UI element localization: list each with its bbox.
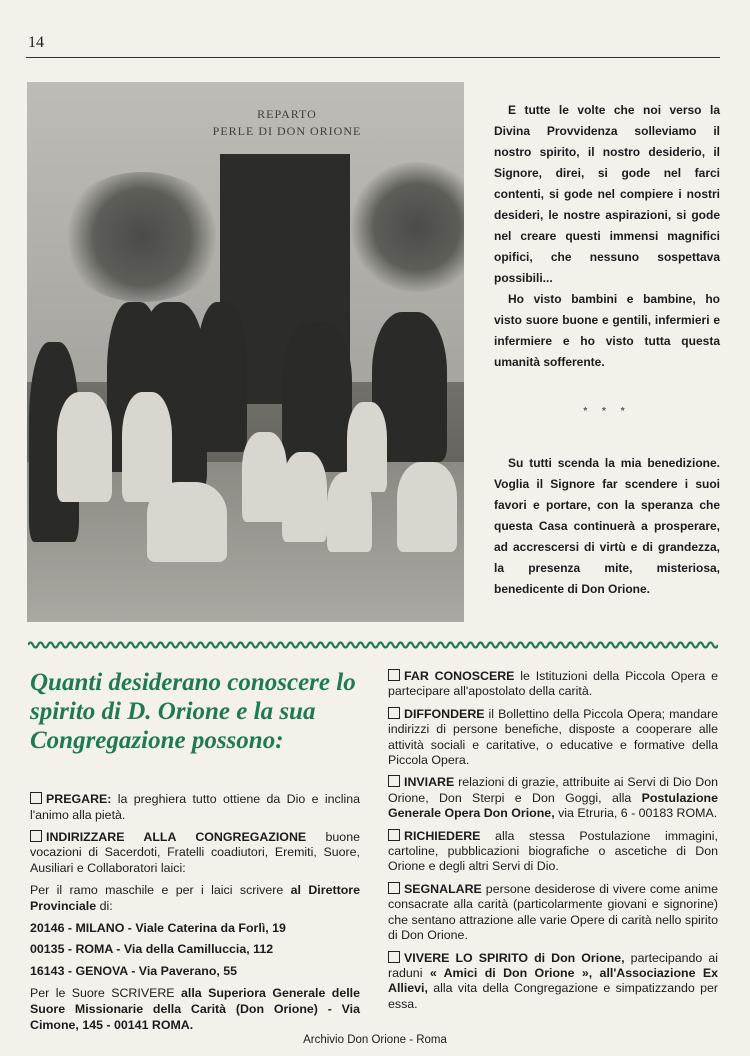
palm-left — [57, 172, 227, 302]
diff-keyword: DIFFONDERE — [404, 706, 485, 721]
checkbox-icon — [30, 830, 42, 842]
ramo-text: Per il ramo maschile e per i laici scrivere — [30, 882, 291, 897]
wavy-divider — [28, 640, 718, 650]
item-segnalare — [388, 882, 718, 944]
section-heading: Quanti desiderano conoscere lo spirito di D. Orione e la sua Congregazione possono: — [30, 669, 356, 754]
viv-end: alla vita della Congregazione e simpatizzando per essa. — [388, 981, 718, 1011]
inv-keyword-2: Postulazione Generale Opera Don Orione, — [388, 790, 718, 821]
pregare-text: la preghiera tutto ottiene da Dio e inclina l'animo alla pietà. — [30, 792, 360, 822]
suore-keyword: alla Superiora Generale delle Suore Missionarie della Carità (Don Orione) - Via Cimone, 145 - 00141 ROMA. — [30, 985, 360, 1032]
checkbox-icon — [30, 792, 42, 804]
indirizzare-text: buone vocazioni di Sacerdoti, Fratelli coadiutori, Eremiti, Suore, Ausiliari e Collaboratori laici: — [30, 829, 360, 876]
address-roma: 00135 - ROMA - Via della Camilluccia, 112 — [30, 942, 274, 957]
inv-text: relazioni di grazie, attribuite ai Servi di Dio Don Orione, Don Sterpi e Don Goggi, alla — [388, 775, 718, 805]
checkbox-icon — [388, 669, 400, 681]
ramo-keyword: al Direttore Provinciale — [30, 882, 360, 913]
seg-keyword: SEGNALARE — [404, 881, 482, 896]
item-richiedere — [388, 829, 718, 875]
quote-paragraph-1: E tutte le volte che noi verso la Divina Provvidenza solleviamo il nostro spirito, il nostro desiderio, il Signore, direi, si gode nel farci contenti, si gode nel compiere i nostri desideri, le nostre aspirazioni, si gode nel creare questi immensi magnifici opifici, che nessuno sospettava possibili... — [494, 103, 720, 285]
quote-text — [494, 100, 720, 600]
item-diffondere — [388, 707, 718, 769]
ric-text: alla stessa Postulazione immagini, cartoline, pubblicazioni biografiche o ascetiche di Don Orione e degli altri Servi di Dio. — [388, 828, 718, 874]
right-column — [388, 669, 718, 1019]
ramo-maschile — [30, 883, 360, 915]
photo-sign-line1: REPARTO — [257, 107, 317, 121]
left-column — [30, 792, 360, 1039]
top-rule — [26, 57, 720, 58]
address-list — [30, 921, 360, 980]
inv-keyword: INVIARE — [404, 775, 455, 790]
item-vivere — [388, 951, 718, 1013]
item-indirizzare — [30, 830, 360, 877]
quote-paragraph-3: Su tutti scenda la mia benedizione. Voglia il Signore far scendere i suoi favori e portare, con la speranza che questa Casa continuerà a prosperare, ad accrescersi di virtù e di grandezza, la presenza mite, misteriosa, benedicente di Don Orione. — [494, 456, 720, 596]
photo-people — [27, 372, 464, 622]
viv-keyword: VIVERE LO SPIRITO di Don Orione, — [404, 950, 625, 965]
far-keyword: FAR CONOSCERE — [404, 669, 515, 683]
far-text: le Istituzioni della Piccola Opera e partecipare all'apostolato della carità. — [388, 669, 718, 699]
page-number: 14 — [28, 34, 44, 51]
checkbox-icon — [388, 775, 400, 787]
item-pregare — [30, 792, 360, 824]
indirizzare-keyword: INDIRIZZARE ALLA CONGREGAZIONE — [46, 829, 307, 844]
suore-info — [30, 986, 360, 1033]
pregare-keyword: PREGARE: — [46, 792, 112, 806]
inv-end: via Etruria, 6 - 00183 ROMA. — [554, 806, 718, 821]
viv-keyword-2: « Amici di Don Orione », all'Associazione Ex Allievi, — [388, 965, 718, 996]
item-far-conoscere — [388, 669, 718, 700]
address-milano: 20146 - MILANO - Viale Caterina da Forlì, 19 — [30, 920, 286, 935]
suore-text: Per le Suore SCRIVERE — [30, 985, 181, 1000]
checkbox-icon — [388, 882, 400, 894]
group-photo — [27, 82, 464, 622]
diff-text: il Bollettino della Piccola Opera; mandare indirizzi di persone benefiche, disposte a cooperare alle attività sociali e caritative, o educative e formative della Piccola Opera. — [388, 706, 718, 768]
viv-text: partecipando ai raduni — [388, 950, 718, 980]
quote-paragraph-2: Ho visto bambini e bambine, ho visto suore buone e gentili, infermieri e infermiere e ho visto tutta questa umanità sofferente. — [494, 292, 720, 369]
checkbox-icon — [388, 707, 400, 719]
checkbox-icon — [388, 951, 400, 963]
seg-text: persone desiderose di vivere come anime consacrate alla carità (particolarmente giovani e signorine) che sentano attrazione alle varie Opere di carità nello spirito di Don Orione. — [388, 881, 718, 943]
photo-sign — [177, 106, 397, 140]
footer: Archivio Don Orione - Roma — [303, 1034, 447, 1046]
section-stars: * * * — [583, 406, 631, 417]
checkbox-icon — [388, 829, 400, 841]
item-inviare — [388, 775, 718, 821]
ric-keyword: RICHIEDERE — [404, 828, 481, 843]
photo-sign-line2: PERLE DI DON ORIONE — [212, 124, 362, 138]
address-genova: 16143 - GENOVA - Via Paverano, 55 — [30, 964, 238, 979]
ramo-end: di: — [96, 898, 113, 913]
